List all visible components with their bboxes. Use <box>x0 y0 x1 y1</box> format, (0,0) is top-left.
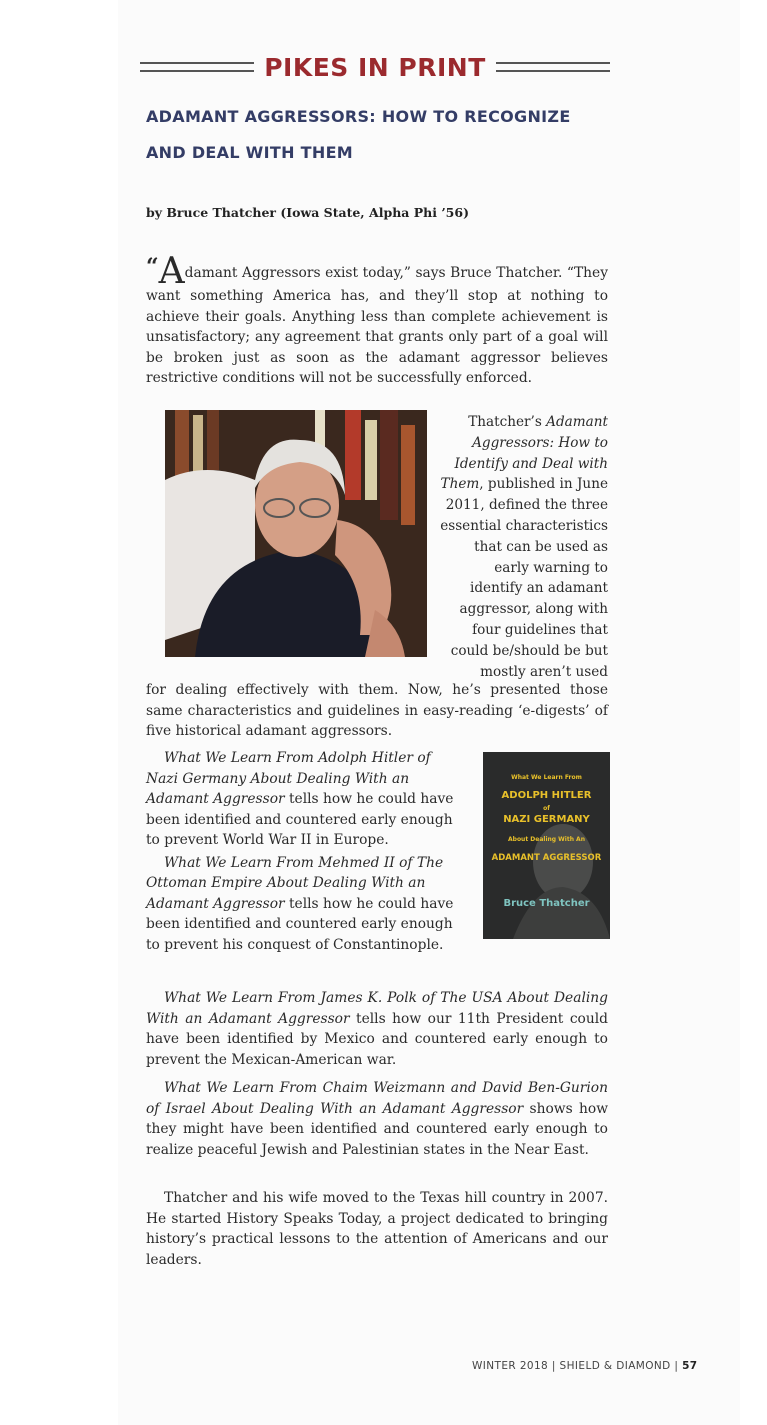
author-photo-illustration <box>165 410 427 657</box>
book-title-hitler: What We Learn From Adolph Hitler of Nazi Germany About Dealing With an Adamant Aggressor <box>146 750 431 807</box>
headline-line-1: ADAMANT AGGRESSORS: HOW TO RECOGNIZE <box>146 107 571 126</box>
right-double-rule <box>496 62 610 72</box>
intro-text: damant Aggressors exist today,” says Bruce Thatcher. “They want something America has, and they’ll stop at nothing to achieve their goals. Anything less than complete achievement is unsatisfactory; any agreement that grants only part of a goal will be broken just as soon as the adamant aggressor believes restrictive conditions will not be successfully enforced. <box>146 265 608 386</box>
book-item-polk <box>146 988 608 1070</box>
book-title-mehmed: What We Learn From Mehmed II of The Ottoman Empire About Dealing With an Adamant Aggressor <box>146 854 444 912</box>
book-title-polk: What We Learn From James K. Polk of The USA About Dealing With an Adamant Aggressor <box>146 990 608 1027</box>
paragraph-2-continued: for dealing effectively with them. Now, he’s presented those same characteristics and guidelines in easy-reading ‘e-digests’ of five historical adamant aggressors. <box>146 682 608 739</box>
book-title-weizmann: What We Learn From Chaim Weizmann and David Ben-Gurion of Israel About Dealing With an Adamant Aggressor <box>146 1080 608 1117</box>
p2-text: , published in June 2011, defined the three essential characteristics that can be used as early warning to identify an adamant aggressor, along with four guidelines that could be/should be but mostly aren’t used <box>440 476 608 680</box>
cover-line-4: NAZI GERMANY <box>503 814 590 825</box>
book-desc-mehmed: tells how he could have been identified and countered early enough to prevent his conquest of Constantinople. <box>146 895 454 953</box>
cover-line-1: What We Learn From <box>511 774 582 781</box>
cover-line-3: of <box>543 805 550 812</box>
cover-line-2: ADOLPH HITLER <box>501 790 592 801</box>
book-item-weizmann <box>146 1078 608 1160</box>
article-headline <box>146 99 616 171</box>
left-double-rule <box>140 62 254 72</box>
p2-book-title: Adamant Aggressors: How to Identify and Deal with Them <box>440 414 608 493</box>
cover-line-6: ADAMANT AGGRESSOR <box>491 853 602 863</box>
cover-author: Bruce Thatcher <box>503 898 590 909</box>
section-header <box>140 47 610 87</box>
p2-lead: Thatcher’s <box>468 414 547 430</box>
page-footer <box>472 1360 732 1372</box>
drop-cap: A <box>158 251 185 292</box>
paragraph-2 <box>438 412 608 682</box>
byline: by Bruce Thatcher (Iowa State, Alpha Phi ’56) <box>146 205 469 220</box>
book-desc-hitler: tells how he could have been identified and countered early enough to prevent World War II in Europe. <box>146 791 454 848</box>
book-desc-weizmann: shows how they might have been identified and countered early enough to realize peaceful Jewish and Palestinian states in the Near East. <box>146 1100 609 1158</box>
book-item-mehmed <box>146 853 466 956</box>
closing-paragraph: Thatcher and his wife moved to the Texas hill country in 2007. He started History Speaks Today, a project dedicated to bringing history’s practical lessons to the attention of Americans and our leaders. <box>146 1190 608 1268</box>
book-item-hitler <box>146 748 466 851</box>
footer-issue: WINTER 2018 | SHIELD & DIAMOND | <box>472 1360 679 1372</box>
headline-line-2: AND DEAL WITH THEM <box>146 143 354 162</box>
cover-line-5: About Dealing With An <box>508 836 585 843</box>
intro-paragraph <box>146 251 608 389</box>
book-cover-image <box>483 752 610 939</box>
book-desc-polk: tells how our 11th President could have been identified by Mexico and countered early enough to prevent the Mexican-American war. <box>146 1010 608 1068</box>
intro-quote-mark: “ <box>146 254 159 280</box>
author-photo <box>165 410 427 657</box>
section-title: PIKES IN PRINT <box>264 52 486 82</box>
footer-page-number: 57 <box>682 1360 698 1372</box>
book-list-column <box>146 748 466 957</box>
